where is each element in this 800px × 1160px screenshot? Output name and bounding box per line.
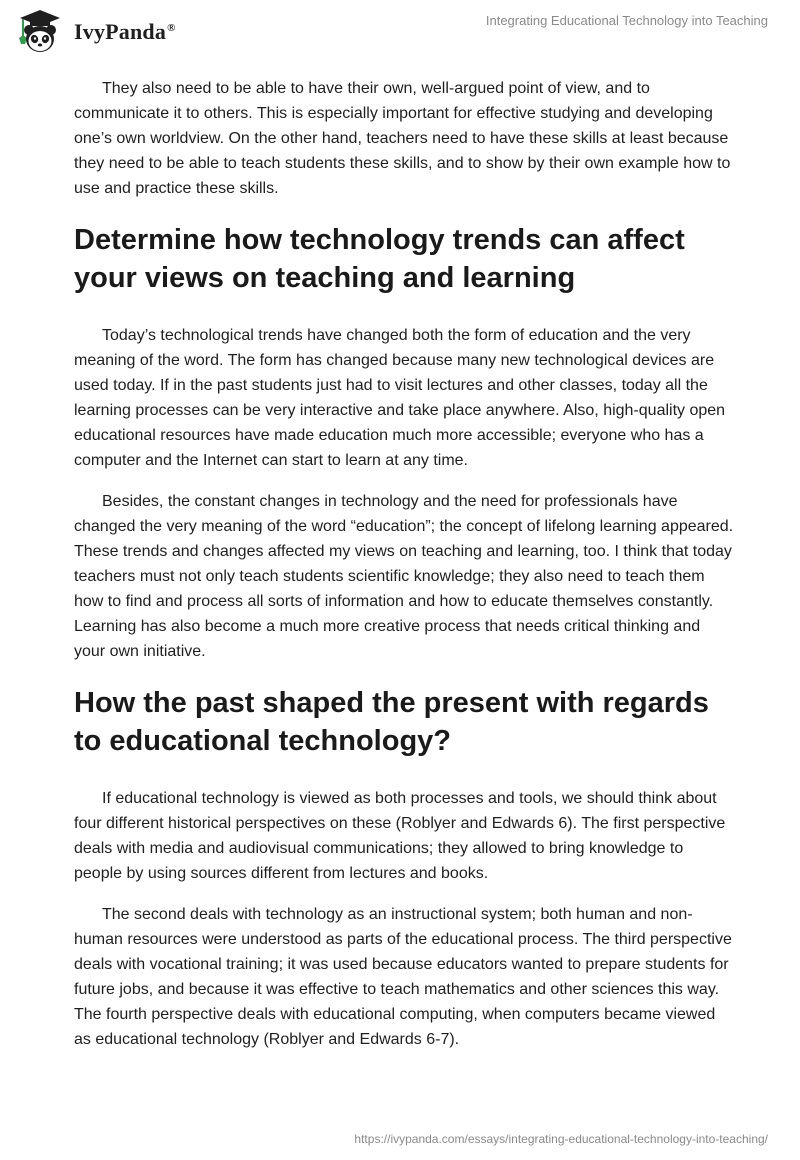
- page-header: [0, 0, 800, 60]
- paragraph: Besides, the constant changes in technology and the need for professionals have changed the very meaning of the word “education”; the concept of lifelong learning appeared. These trends and changes affected my views on teaching and learning, too. I think that today teachers must not only teach students scientific knowledge; they also need to teach them how to find and process all sorts of information and how to educate themselves constantly. Learning has also become a much more creative process that needs critical thinking and your own initiative.: [74, 493, 734, 660]
- paragraph: The second deals with technology as an instructional system; both human and non-human resources were understood as parts of the educational process. The third perspective deals with vocational training; it was used because educators wanted to prepare students for future jobs, and because it was effective to teach mathematics and other sciences this way. The fourth perspective deals with educational computing, when computers became viewed as educational technology (Roblyer and Edwards 6-7).: [74, 906, 732, 1048]
- paragraph: They also need to be able to have their own, well-argued point of view, and to communicate it to others. This is especially important for effective studying and developing one’s own worldview. On the other hand, teachers need to have these skills at least because they need to be able to teach students these skills, and to show by their own example how to use and practice these skills.: [74, 80, 731, 197]
- paragraph: Today’s technological trends have changed both the form of education and the very meaning of the word. The form has changed because many new technological devices are used today. If in the past students just had to visit lectures and other classes, today all the learning processes can be very interactive and take place anywhere. Also, high-quality open educational resources have made education much more accessible; everyone who has a computer and the Internet can start to learn at any time.: [74, 327, 726, 469]
- ivypanda-logo[interactable]: [14, 8, 176, 56]
- document-title: Integrating Educational Technology into Teaching: [485, 13, 768, 28]
- panda-graduate-icon: [14, 8, 66, 56]
- section-heading: How the past shaped the present with regards to educational technology?: [74, 687, 709, 757]
- paragraph: If educational technology is viewed as both processes and tools, we should think about four different historical perspectives on these (Roblyer and Edwards 6). The first perspective deals with media and audiovisual communications; they allowed to bring knowledge to people by using sources different from lectures and books.: [74, 790, 726, 882]
- source-url[interactable]: https://ivypanda.com/essays/integrating-educational-technology-into-teaching/: [354, 1132, 768, 1146]
- essay-content: [74, 76, 734, 1068]
- section-heading: Determine how technology trends can affect your views on teaching and learning: [74, 224, 685, 294]
- brand-name: IvyPanda®: [74, 19, 176, 44]
